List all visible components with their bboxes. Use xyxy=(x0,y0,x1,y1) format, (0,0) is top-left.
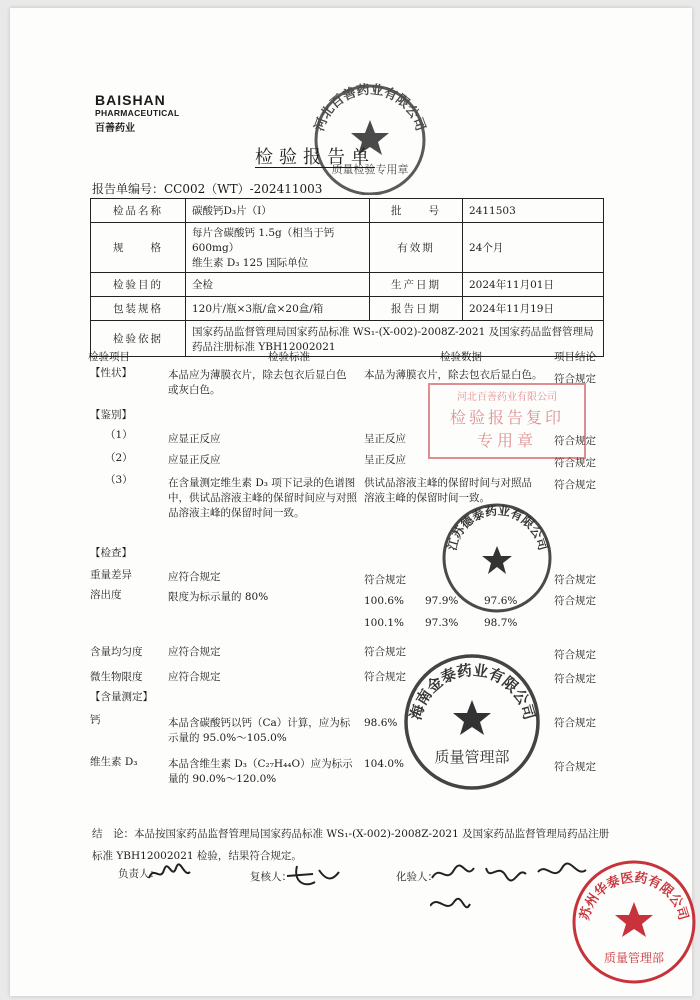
appearance-result: 符合规定 xyxy=(554,373,596,385)
microbial-result: 符合规定 xyxy=(554,673,596,685)
product-name: 碳酸钙D₃片（Ⅰ） xyxy=(186,199,370,223)
report-date-label: 报告日期 xyxy=(370,297,463,321)
uniformity-data: 符合规定 xyxy=(364,646,406,658)
responsible-signature xyxy=(146,860,192,886)
ident-3-data: 供试品溶液主峰的保留时间与对照品溶液主峰的保留时间一致。 xyxy=(364,477,532,504)
report-date: 2024年11月19日 xyxy=(463,297,604,321)
company-logo-subtext: PHARMACEUTICAL xyxy=(95,108,180,118)
col-item: 检验项目 xyxy=(88,351,130,363)
svg-text:江苏德泰药业有限公司: 江苏德泰药业有限公司 xyxy=(444,503,551,552)
distributor-quality-stamp xyxy=(570,858,698,986)
mfg-date-label: 生产日期 xyxy=(370,273,463,297)
vitd3-result: 符合规定 xyxy=(554,761,596,773)
copy-stamp-title: 检验报告复印 xyxy=(449,408,564,427)
spec-line-1: 每片含碳酸钙 1.5g（相当于钙 600mg） xyxy=(192,227,335,254)
ident-2-label: （2） xyxy=(105,452,133,464)
appearance-standard: 本品应为薄膜衣片，除去包衣后显白色或灰白色。 xyxy=(168,369,347,396)
weight-standard: 应符合规定 xyxy=(168,571,221,583)
microbial-data: 符合规定 xyxy=(364,671,406,683)
microbial-label: 微生物限度 xyxy=(90,671,143,683)
conclusion-text: 结 论：本品按国家药品监督管理局国家药品标准 WS₁-(X-002)-2008Z-2021 及国家药品监督管理局药品注册标准 YBH12002021 检验，结果符合规定。 xyxy=(92,828,610,862)
purpose-label: 检验目的 xyxy=(91,273,186,297)
uniformity-standard: 应符合规定 xyxy=(168,646,221,658)
ident-2-result: 符合规定 xyxy=(554,457,596,469)
validity-label: 有效期 xyxy=(370,223,463,273)
vitd3-label: 维生素 D₃ xyxy=(90,756,138,768)
spec-value xyxy=(186,223,370,273)
ident-2-standard: 应显正反应 xyxy=(168,454,221,466)
svg-text:质量管理部: 质量管理部 xyxy=(603,951,665,965)
ident-3-label: （3） xyxy=(105,474,133,486)
dissolution-result: 符合规定 xyxy=(554,595,596,607)
vitd3-data: 104.0% xyxy=(364,758,405,770)
product-name-label: 检品名称 xyxy=(91,199,186,223)
section-tests: 【检查】 xyxy=(90,547,132,559)
tester-label: 化验人： xyxy=(396,871,438,883)
dissolution-value-1: 100.6% xyxy=(364,595,405,607)
svg-text:质量检验专用章: 质量检验专用章 xyxy=(331,163,409,176)
copy-stamp-company: 河北百善药业有限公司 xyxy=(457,392,557,403)
svg-text:质量管理部: 质量管理部 xyxy=(434,748,510,766)
section-appearance: 【性状】 xyxy=(90,367,132,379)
svg-text:河北百善药业有限公司: 河北百善药业有限公司 xyxy=(312,82,428,134)
company-logo-text: BAISHAN xyxy=(95,92,166,108)
batch-number: 2411503 xyxy=(463,199,604,223)
mfg-date: 2024年11月01日 xyxy=(463,273,604,297)
dissolution-standard: 限度为标示量的 80% xyxy=(168,591,269,603)
basis-value: 国家药品监督管理局国家药品标准 WS₁-(X-002)-2008Z-2021 及国家药品监督管理局药品注册标准 YBH12002021 xyxy=(186,321,604,357)
col-standard: 检验标准 xyxy=(268,351,310,363)
reviewer-signature xyxy=(283,862,343,892)
uniformity-result: 符合规定 xyxy=(554,649,596,661)
svg-text:海南金泰药业有限公司: 海南金泰药业有限公司 xyxy=(406,661,539,722)
section-identification: 【鉴别】 xyxy=(90,409,132,421)
product-info-table xyxy=(90,198,604,357)
col-conclusion: 项目结论 xyxy=(554,351,596,363)
dissolution-value-5: 97.3% xyxy=(425,617,459,629)
supplier-stamp xyxy=(440,500,555,615)
ident-3-result: 符合规定 xyxy=(554,479,596,491)
responsible-label: 负责人： xyxy=(118,868,160,880)
calcium-standard: 本品含碳酸钙以钙（Ca）计算，应为标示量的 95.0%～105.0% xyxy=(168,717,351,744)
copy-dedicated-stamp xyxy=(428,383,586,459)
ident-1-standard: 应显正反应 xyxy=(168,433,221,445)
dissolution-value-6: 98.7% xyxy=(484,617,518,629)
ident-1-data: 呈正反应 xyxy=(364,433,406,445)
weight-result: 符合规定 xyxy=(554,574,596,586)
spec-label: 规 格 xyxy=(91,223,186,273)
report-number: 报告单编号：CC002（WT）-202411003 xyxy=(92,182,323,196)
basis-label: 检验依据 xyxy=(91,321,186,357)
weight-label: 重量差异 xyxy=(90,569,132,581)
calcium-result: 符合规定 xyxy=(554,717,596,729)
purpose-value: 全检 xyxy=(186,273,370,297)
report-title: 检验报告单 xyxy=(255,147,375,168)
calcium-label: 钙 xyxy=(90,714,101,726)
reviewer-label: 复核人： xyxy=(250,871,292,883)
quality-inspection-stamp xyxy=(305,80,435,195)
microbial-standard: 应符合规定 xyxy=(168,671,221,683)
col-data: 检验数据 xyxy=(440,351,482,363)
company-logo-chinese: 百善药业 xyxy=(95,123,135,134)
section-assay: 【含量测定】 xyxy=(90,691,153,703)
ident-2-data: 呈正反应 xyxy=(364,454,406,466)
quality-management-stamp xyxy=(400,652,545,792)
validity-value: 24个月 xyxy=(463,223,604,273)
dissolution-value-3: 97.6% xyxy=(484,595,518,607)
batch-label: 批 号 xyxy=(370,199,463,223)
dissolution-label: 溶出度 xyxy=(90,589,122,601)
copy-stamp-sub: 专用章 xyxy=(476,431,537,450)
vitd3-standard: 本品含维生素 D₃（C₂₇H₄₄O）应为标示量的 90.0%～120.0% xyxy=(168,758,353,785)
weight-data: 符合规定 xyxy=(364,574,406,586)
ident-1-label: （1） xyxy=(105,429,133,441)
spec-line-2: 维生素 D₃ 125 国际单位 xyxy=(192,257,309,269)
ident-1-result: 符合规定 xyxy=(554,435,596,447)
pack-label: 包装规格 xyxy=(91,297,186,321)
pack-value: 120片/瓶×3瓶/盒×20盒/箱 xyxy=(186,297,370,321)
dissolution-value-4: 100.1% xyxy=(364,617,405,629)
calcium-data: 98.6% xyxy=(364,717,398,729)
ident-3-standard: 在含量测定维生素 D₃ 项下记录的色谱图中，供试品溶液主峰的保留时间应与对照品溶液主峰的保留时间一致。 xyxy=(168,477,357,519)
appearance-data: 本品为薄膜衣片，除去包衣后显白色。 xyxy=(364,369,543,381)
uniformity-label: 含量均匀度 xyxy=(90,646,143,658)
dissolution-value-2: 97.9% xyxy=(425,595,459,607)
svg-text:苏州华泰医药有限公司: 苏州华泰医药有限公司 xyxy=(577,870,691,923)
